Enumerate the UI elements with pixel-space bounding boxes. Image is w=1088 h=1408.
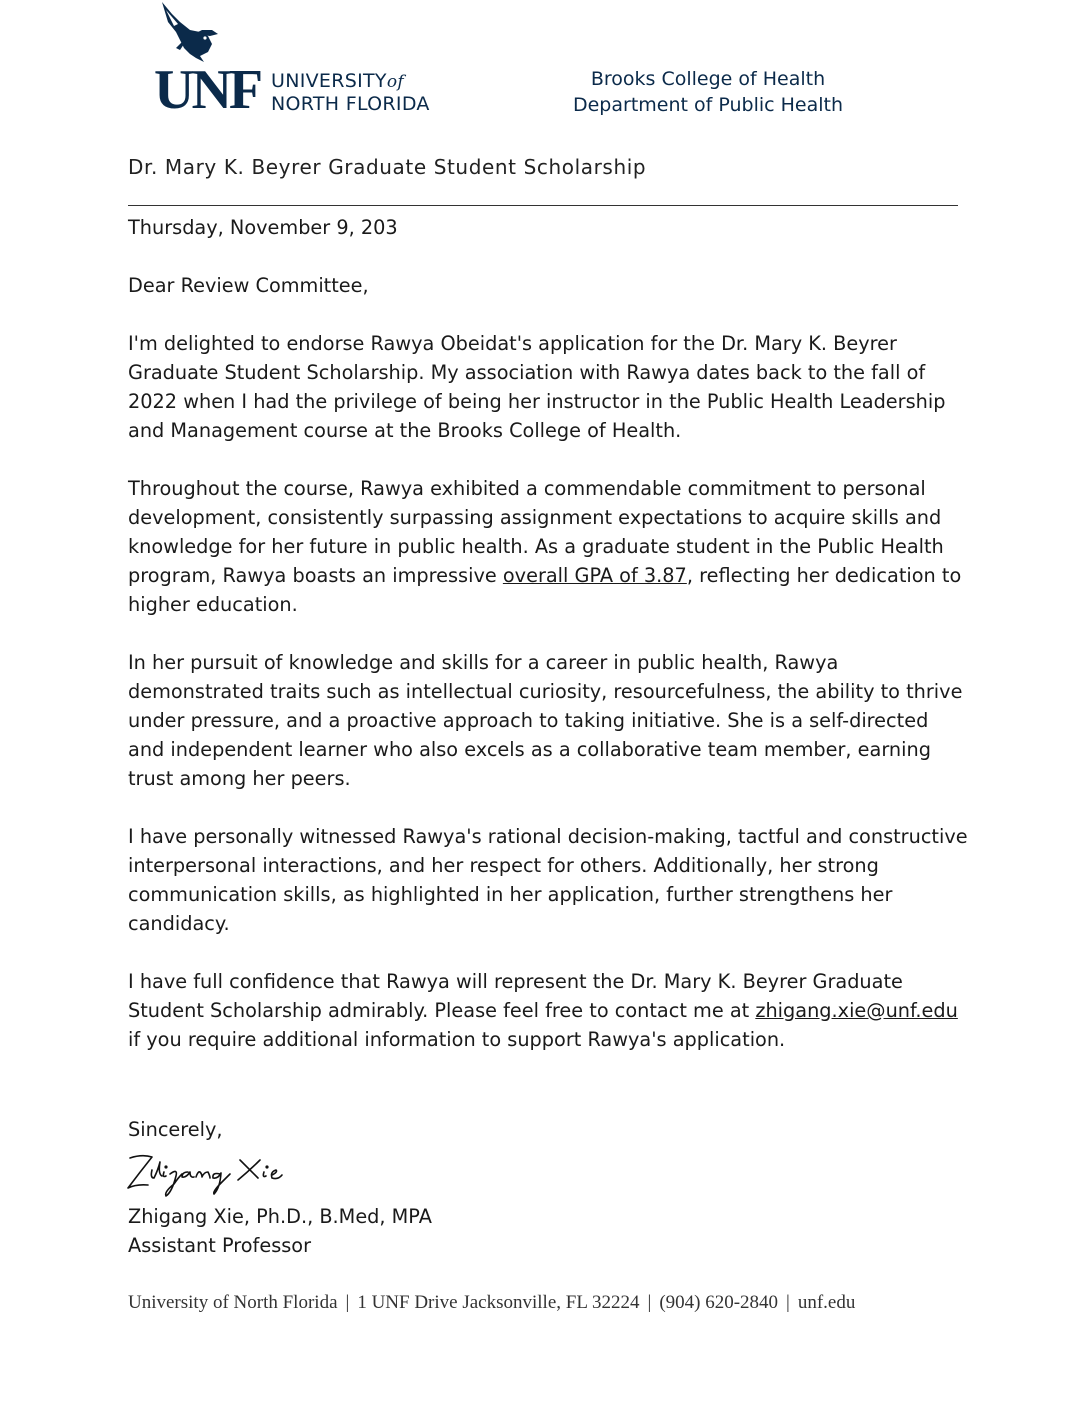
footer-separator: | <box>647 1292 652 1313</box>
signer-name: Zhigang Xie, Ph.D., B.Med, MPA <box>128 1205 432 1228</box>
footer-phone: (904) 620-2840 <box>659 1292 779 1313</box>
footer <box>128 1292 968 1314</box>
paragraph-1: I'm delighted to endorse Rawya Obeidat's application for the Dr. Mary K. Beyrer Graduate Student Scholarship. My association with Rawya dates back to the fall of 2022 when I had the privilege of being her instructor in the Public Health Leadership and Management course at the Brooks College of Health. <box>128 332 946 442</box>
paragraph-5-text-b: if you require additional information to support Rawya's application. <box>128 1028 786 1051</box>
unf-wordmark: UNF <box>154 59 261 121</box>
university-name-line1 <box>271 70 404 93</box>
college-name: Brooks College of Health <box>590 68 826 90</box>
gpa-link[interactable]: overall GPA of 3.87 <box>502 564 687 587</box>
email-link[interactable]: zhigang.xie@unf.edu <box>755 999 958 1022</box>
salutation: Dear Review Committee, <box>128 274 369 297</box>
college-block <box>540 66 876 118</box>
paragraph-5-text-a: I have full confidence that Rawya will represent the Dr. Mary K. Beyrer Graduate Student Scholarship admirably. Please feel free to contact me at <box>128 970 903 1022</box>
signer-title: Assistant Professor <box>128 1234 312 1257</box>
paragraph-5 <box>128 967 968 1054</box>
paragraph-4: I have personally witnessed Rawya's rational decision-making, tactful and constructive interpersonal interactions, and her respect for others. Additionally, her strong communication skills, as highlighted in her application, further strengthens her candidacy. <box>128 825 968 935</box>
paragraph-2-text-b: , reflecting her dedication to higher education. <box>128 564 962 616</box>
university-word: UNIVERSITY <box>271 70 387 92</box>
divider-line <box>128 205 958 206</box>
department-name: Department of Public Health <box>572 94 844 116</box>
footer-separator: | <box>786 1292 790 1313</box>
paragraph-3: In her pursuit of knowledge and skills for a career in public health, Rawya demonstrated traits such as intellectual curiosity, resourcefulness, the ability to thrive under pressure, and a proactive approach to taking initiative. She is a self-directed and independent learner who also excels as a collaborative team member, earning trust among her peers. <box>128 651 963 790</box>
closing: Sincerely, <box>128 1118 223 1141</box>
university-name-line2: NORTH FLORIDA <box>271 93 430 115</box>
letter-date: Thursday, November 9, 203 <box>128 216 398 239</box>
handwritten-signature <box>122 1148 292 1200</box>
footer-address: 1 UNF Drive Jacksonville, FL 32224 <box>357 1292 640 1313</box>
paragraph-2-text-a: Throughout the course, Rawya exhibited a commendable commitment to personal development, consistently surpassing assignment expectations to acquire skills and knowledge for her future in public health. As a graduate student in the Public Health program, Rawya boasts an impressive <box>128 477 944 587</box>
of-word: of <box>386 72 404 92</box>
osprey-icon <box>150 0 230 66</box>
footer-separator: | <box>345 1292 350 1313</box>
letter-body <box>128 213 968 1083</box>
paragraph-2 <box>128 474 968 619</box>
footer-website[interactable]: unf.edu <box>797 1292 856 1313</box>
footer-university: University of North Florida <box>128 1292 338 1313</box>
unf-logo <box>150 0 450 121</box>
scholarship-title: Dr. Mary K. Beyrer Graduate Student Scholarship <box>128 155 647 179</box>
